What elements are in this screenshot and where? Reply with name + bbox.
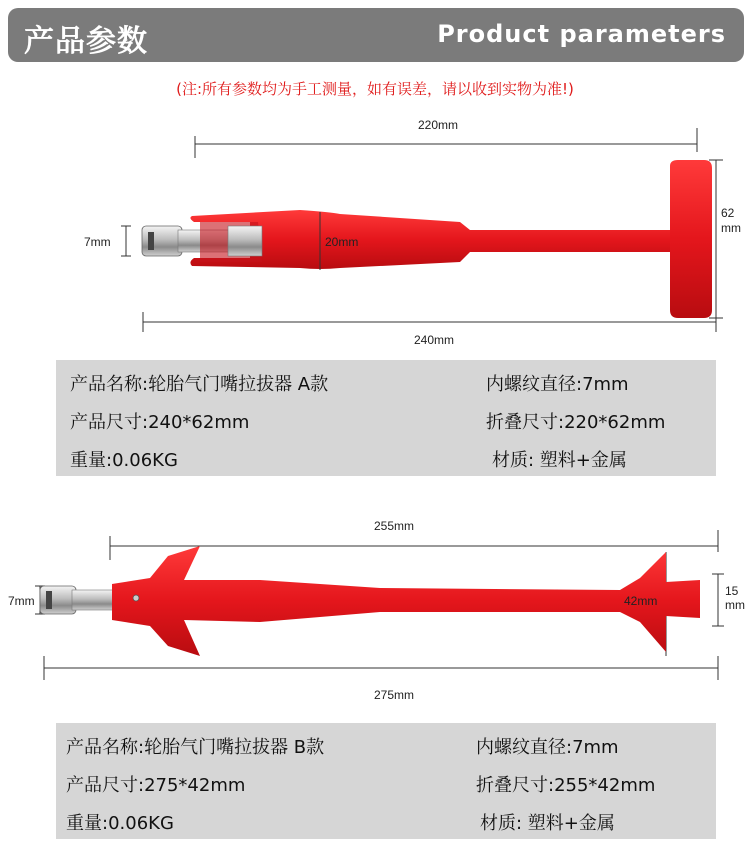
info-b-material: 材质: 塑料+金属 (480, 813, 615, 834)
dim-a-body: 20mm (325, 235, 359, 249)
dim-a-handle-width-value: 62 (721, 206, 735, 220)
info-panel-a (56, 360, 716, 476)
tool-a (121, 128, 723, 332)
info-b-weight: 重量:0.06KG (66, 813, 174, 834)
info-a-folded: 折叠尺寸:220*62mm (486, 412, 666, 433)
dim-b-folded-length: 255mm (374, 519, 415, 533)
measurement-note: (注:所有参数均为手工测量，如有误差，请以收到实物为准!) (176, 80, 574, 98)
info-b-thread: 内螺纹直径:7mm (476, 737, 619, 758)
info-a-weight: 重量:0.06KG (70, 450, 178, 471)
dim-b-thread: 7mm (8, 594, 35, 608)
dim-b-total-length: 275mm (374, 688, 415, 702)
info-b-name: 产品名称:轮胎气门嘴拉拔器 B款 (66, 737, 325, 758)
info-b-folded: 折叠尺寸:255*42mm (476, 775, 656, 796)
header-title-cn: 产品参数 (24, 24, 148, 59)
info-a-thread: 内螺纹直径:7mm (486, 374, 629, 395)
info-a-material: 材质: 塑料+金属 (492, 450, 627, 471)
info-b-size: 产品尺寸:275*42mm (66, 775, 246, 796)
dim-b-wing: 42mm (624, 594, 658, 608)
dim-a-folded-length: 220mm (418, 118, 459, 132)
info-a-name: 产品名称:轮胎气门嘴拉拔器 A款 (70, 374, 329, 395)
header-title-en: Product parameters (437, 20, 726, 48)
dim-a-total-length: 240mm (414, 333, 455, 347)
tool-b (35, 530, 724, 680)
dim-a-thread: 7mm (84, 235, 111, 249)
info-panel-b (56, 723, 716, 839)
info-a-size: 产品尺寸:240*62mm (70, 412, 250, 433)
dim-a-handle-width-unit: mm (721, 221, 741, 235)
dim-b-end-unit: mm (725, 598, 745, 612)
dim-b-end-value: 15 (725, 584, 739, 598)
